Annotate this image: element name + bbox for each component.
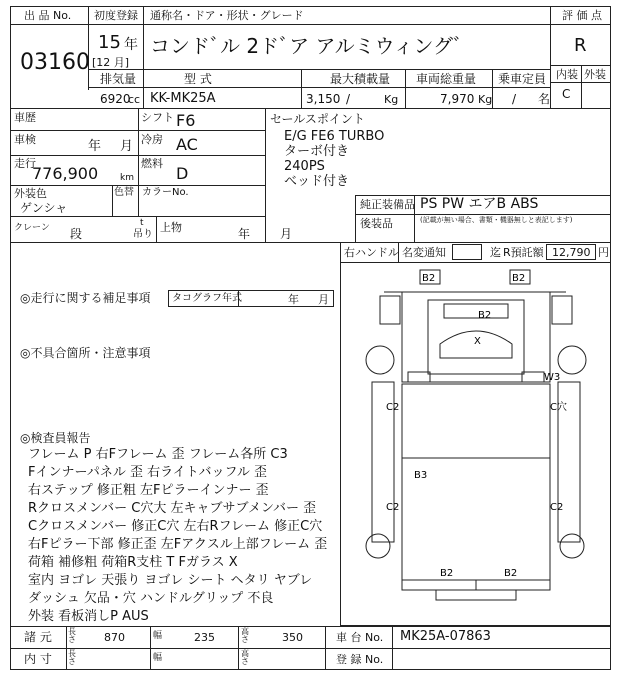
aftermarket-label: 後装品 [360, 217, 393, 230]
interior-score: C [562, 87, 571, 101]
tachograph-month: 月 [318, 293, 329, 306]
crane-stage: 段 [70, 227, 83, 241]
diagram-mark: B2 [512, 273, 526, 284]
report-line: ダッシュ 欠品・穴 ハンドルグリップ 不良 [28, 591, 274, 606]
height-label: 高さ [241, 627, 249, 644]
length-label-inner: 長さ [68, 649, 76, 666]
report-line: 外装 看板消しP AUS [28, 609, 149, 624]
sales-line-2: ターボ付き [284, 144, 350, 159]
width-value: 235 [194, 631, 215, 644]
fuel-label: 燃料 [141, 157, 163, 170]
shift-label: シフト [141, 111, 174, 124]
displacement-label: 排気量 [100, 72, 137, 86]
report-line: Cクロスメンバー 修正C穴 左右Rフレーム 修正C穴 [28, 519, 323, 534]
detail-row-4 [10, 216, 265, 217]
diagram-mark: W3 [544, 372, 561, 383]
score-split [581, 65, 582, 108]
color-label: 外装色 [14, 187, 47, 200]
reg-month: [12 月] [92, 56, 130, 69]
report-line: 右Fピラー下部 修正歪 左Fアクスル上部フレーム 歪 [28, 537, 328, 552]
report-line: フレーム P 右Fフレーム 歪 フレーム各所 C3 [28, 447, 288, 462]
gross-weight-label: 車両総重量 [416, 72, 477, 86]
diagram-mark: C2 [550, 502, 564, 513]
detail-right [265, 108, 266, 242]
detail-row-1 [10, 130, 265, 131]
sales-title: セールスポイント [270, 112, 365, 126]
max-load-label: 最大積載量 [330, 72, 391, 86]
diagram-mark: C2 [386, 502, 400, 513]
aftermarket-note: (記載が無い場合、書類・機器無しと表記します) [420, 216, 573, 224]
footer-div-2 [150, 626, 151, 670]
max-load-value: 3,150 [306, 92, 341, 106]
exterior-dims-label: 諸 元 [24, 630, 52, 644]
diagram-mark: B2 [440, 568, 454, 579]
width-label: 幅 [153, 631, 163, 641]
color-div [112, 185, 113, 216]
report-line: 荷箱 補修粗 荷箱R支柱 T Fガラス X [28, 555, 238, 570]
footer-div-4 [325, 626, 326, 670]
report-line: Fインナーパネル 歪 右ライトバッフル 歪 [28, 465, 268, 480]
r-odometer-label: R預託額 [503, 246, 544, 259]
diagram-mark: B2 [504, 568, 518, 579]
footer-mid [10, 648, 611, 649]
height-label-inner: 高さ [241, 649, 249, 666]
spec-bottom [10, 108, 611, 109]
diagram-mark: X [474, 336, 481, 347]
detail-mid [138, 108, 139, 185]
spec-div-2 [301, 69, 302, 108]
sales-line-3: 240PS [284, 159, 325, 174]
score-label: 評 価 点 [562, 9, 602, 22]
crane-ton: t [140, 218, 144, 228]
capacity-label: 乗車定員 [498, 72, 547, 86]
equip-mid [355, 214, 611, 215]
rhd-label: 右ハンドル [344, 246, 399, 259]
interior-dims-label: 内 寸 [24, 652, 52, 666]
history-label: 車歴 [14, 111, 36, 124]
detail-row-2 [10, 155, 265, 156]
fuel-value: D [176, 164, 189, 183]
max-load-slash: / [346, 92, 351, 106]
displacement-unit: cc [128, 93, 141, 106]
lot-divider [88, 6, 89, 90]
interior-label: 内装 [556, 68, 578, 81]
reg-year-unit: 年 [124, 37, 138, 53]
upper-year: 年 [238, 227, 251, 241]
sales-line-4: ベッド付き [284, 174, 350, 189]
reg-year: 15 [98, 32, 121, 53]
exterior-label: 外装 [584, 68, 606, 81]
capacity-slash: / [512, 92, 517, 106]
diagram-mark: B2 [422, 273, 436, 284]
genuine-value: PS PW エアB ABS [420, 196, 539, 212]
crane-lift: 吊り [133, 229, 153, 240]
gross-weight-value: 7,970 [440, 92, 475, 106]
sales-line-1: E/G FE6 TURBO [284, 129, 385, 144]
mileage-value: 776,900 [32, 164, 99, 183]
length-label: 長さ [68, 627, 76, 644]
name-change-box [452, 244, 482, 260]
color-no-label: カラーNo. [142, 187, 189, 198]
diagram-mark: C2 [386, 402, 400, 413]
color-div-2 [138, 185, 139, 216]
width-label-inner: 幅 [153, 653, 163, 663]
height-value: 350 [282, 631, 303, 644]
mileage-label: 走行 [14, 157, 36, 170]
maintenance-label: 迄 [490, 246, 501, 259]
spec-div-1 [143, 69, 144, 108]
length-value: 870 [104, 631, 125, 644]
gross-weight-unit: Kg [478, 93, 493, 106]
upper-month: 月 [280, 227, 293, 241]
first-reg-divider [143, 6, 144, 69]
r-odometer-value: 12,790 [552, 246, 591, 259]
equip-left [355, 195, 356, 242]
car-name: コンドﾞル 2ドﾞア アルミウィングﾞ [150, 34, 464, 58]
spec-top [88, 69, 550, 70]
header-line [10, 24, 550, 25]
inspection-label: 車検 [14, 133, 36, 146]
diagram-mark: B2 [478, 310, 492, 321]
model-label: 型 式 [184, 72, 212, 86]
yen-label: 円 [598, 246, 609, 259]
tachograph-year: 年 [288, 293, 299, 306]
first-reg-label: 初度登録 [94, 9, 138, 22]
report-line: 右ステップ 修正粗 左Fピラーインナー 歪 [28, 483, 269, 498]
score-line [550, 24, 611, 25]
spec-div-3 [405, 69, 406, 108]
score-value: R [574, 35, 587, 56]
footer-top [10, 626, 611, 627]
inspector-title: ◎検査員報告 [20, 431, 91, 445]
status-left [340, 242, 341, 262]
upper-label: 上物 [160, 221, 182, 234]
chassis-label: 車 台 No. [336, 631, 384, 644]
capacity-unit: 名 [538, 92, 551, 106]
score-divider [550, 6, 551, 108]
inspection-year: 年 [88, 139, 102, 154]
tachograph-label: タコグラフ年式 [172, 293, 242, 304]
report-line: 室内 ヨゴレ 天張り ヨゴレ シート ヘタリ ヤブレ [28, 573, 313, 588]
model-value: KK-MK25A [150, 91, 216, 106]
name-change-label: 名変通知 [402, 246, 446, 259]
crane-div [156, 216, 157, 242]
lot-number: 03160 [20, 50, 90, 75]
ac-value: AC [176, 135, 198, 154]
supplement-title: ◎走行に関する補足事項 [20, 291, 151, 305]
name-label: 通称名・ドア・形状・グレード [150, 9, 304, 22]
ac-label: 冷房 [141, 133, 163, 146]
spec-mid [88, 87, 550, 88]
max-load-unit: Kg [384, 93, 399, 106]
displacement-value: 6920 [100, 92, 131, 106]
reg-no-label: 登 録 No. [336, 653, 384, 666]
report-line: Rクロスメンバー C穴大 左キャブサブメンバー 歪 [28, 501, 317, 516]
mileage-unit: km [120, 173, 134, 183]
truck-diagram [340, 262, 611, 626]
shift-value: F6 [176, 111, 196, 130]
footer-div-5 [392, 626, 393, 670]
detail-row-5 [10, 242, 611, 243]
footer-div-1 [66, 626, 67, 670]
inspection-month: 月 [120, 139, 134, 154]
color-value: ゲンシャ [20, 201, 68, 215]
diagram-mark: C穴 [550, 402, 567, 413]
score-line-3 [550, 82, 611, 83]
diagram-mark: B3 [414, 470, 428, 481]
footer-div-3 [238, 626, 239, 670]
defects-title: ◎不具合箇所・注意事項 [20, 346, 151, 360]
lot-label: 出 品 No. [24, 9, 72, 22]
crane-label: クレーン [14, 223, 50, 233]
color-change-label: 色替 [114, 187, 134, 198]
genuine-label: 純正装備品 [360, 198, 415, 211]
chassis-value: MK25A-07863 [400, 629, 491, 644]
